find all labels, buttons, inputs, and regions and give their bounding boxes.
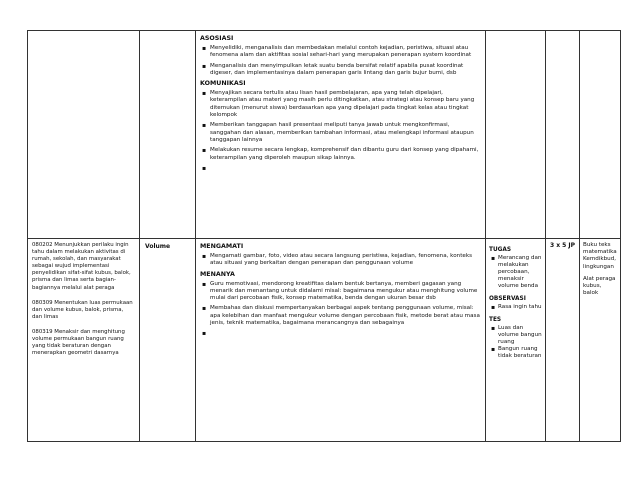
tes-heading: TES: [489, 317, 502, 323]
penilaian-cell: [486, 239, 546, 442]
table-row: [28, 239, 621, 442]
kompetensi-080309: 080309 Menentukan luas permukaan dan volume kubus, balok, prisma, dan limas: [32, 299, 133, 320]
kompetensi-cell-empty: [28, 31, 140, 239]
materi-cell: Volume: [140, 239, 196, 442]
kegiatan-cell: [196, 31, 486, 239]
observasi-list: [489, 304, 542, 311]
kegiatan-cell: [196, 239, 486, 442]
asosiasi-heading: ASOSIASI: [200, 35, 234, 42]
syllabus-table: [27, 30, 621, 442]
mengamati-heading: MENGAMATI: [200, 243, 244, 250]
list-item: ▪ Menganalisis dan menyimpulkan letak suatu benda bersifat relatif apabila pusat koordinat digeser, dan implementasinya dalam penerapan garis lintang dan garis bujur bumi, dsb: [210, 63, 481, 78]
list-item: ▪ Mengamati gambar, foto, video atau secara langsung peristiwa, kejadian, fenomena, konteks atau situasi yang berkaitan dengan penerapan dan penggunaan volume: [210, 253, 481, 268]
tes-list: [489, 325, 542, 360]
tugas-heading: TUGAS: [489, 247, 512, 253]
sumber-item: Buku teks matematika Kemdikbud, lingkungan: [583, 242, 617, 270]
list-item: ▪ Bangun ruang tidak beraturan: [498, 346, 542, 360]
list-item: ▪ Menyajikan secara tertulis atau lisan hasil pembelajaran, apa yang telah dipelajari, keterampilan atau materi yang masih perlu ditingkatkan, atau strategi atau konsep baru yang ditemukan (menurut siswa) berdasarkan apa yang dipelajari pada tingkat kelas atau tingkat kelompok: [210, 90, 481, 119]
sumber-item: Alat peraga kubus, balok: [583, 275, 616, 297]
list-item: ▪ Membahas dan diskusi mempertanyakan berbagai aspek tentang penggunaan volume, misal: apa kelebihan dan manfaat mengukur volume dengan percobaan fisik, metode berat atau masa jenis, teknik matematika, bagaimana merancangnya dan sebagainya: [210, 305, 481, 327]
komunikasi-list: [200, 90, 481, 171]
table-row: [28, 31, 621, 239]
penilaian-cell-empty: [486, 31, 546, 239]
list-item: ▪ Luas dan volume bangun ruang: [498, 325, 542, 346]
mengamati-list: [200, 253, 481, 268]
list-item: ▪ Memberikan tanggapan hasil presentasi meliputi tanya jawab untuk mengkonfirmasi, sanggahan dan alasan, memberikan tambahan informasi, atau melengkapi informasi ataupun tanggapan lainnya: [210, 122, 481, 144]
sumber-cell-empty: [580, 31, 621, 239]
asosiasi-list: [200, 45, 481, 77]
sumber-belajar-cell: [580, 239, 621, 442]
list-item: ▪ Guru memotivasi, mendorong kreatifitas dalam bentuk bertanya, memberi gagasan yang menarik dan menantang untuk didalami misal: bagaimana mengukur atau menghitung volume mulai dari percobaan fisik, konsep matematika, benda dengan ukuran besar dsb: [210, 281, 481, 303]
list-item: [210, 165, 481, 171]
alokasi-waktu-cell: 3 x 5 JP: [546, 239, 580, 442]
menanya-list: [200, 281, 481, 337]
list-item: ▪ Menyelidiki, menganalisis dan membedakan melalui contoh kejadian, peristiwa, situasi atau fenomena alam dan aktifitas sosial sehari-hari yang merupakan penerapan system koordinat: [210, 45, 481, 60]
alokasi-cell-empty: [546, 31, 580, 239]
observasi-heading: OBSERVASI: [489, 296, 526, 302]
menanya-heading: MENANYA: [200, 270, 235, 278]
list-item: ▪ Merancang dan melakukan percobaan, menaksir volume benda: [498, 255, 542, 290]
list-item: ▪ Rasa ingin tahu: [498, 304, 542, 311]
list-item: ▪ Melakukan resume secara lengkap, komprehensif dan dibantu guru dari konsep yang dipahami, keterampilan yang diperoleh maupun sikap lainnya.: [210, 147, 481, 162]
materi-cell-empty: [140, 31, 196, 239]
kompetensi-080319: 080319 Menaksir dan menghitung volume permukaan bangun ruang yang tidak beraturan dengan menerapkan geometri dasarnya: [32, 328, 125, 357]
list-item: [210, 330, 481, 336]
kompetensi-080202: 080202 Menunjukkan perilaku ingin tahu dalam melakukan aktivitas di rumah, sekolah, dan masyarakat sebagai wujud implementasi penyelidikan sifat-sifat kubus, balok, prisma dan limas serta bagian-bagiannya melalui alat peraga: [32, 242, 131, 291]
tugas-list: [489, 255, 542, 290]
kompetensi-cell: [28, 239, 140, 442]
komunikasi-heading: KOMUNIKASI: [200, 80, 246, 88]
